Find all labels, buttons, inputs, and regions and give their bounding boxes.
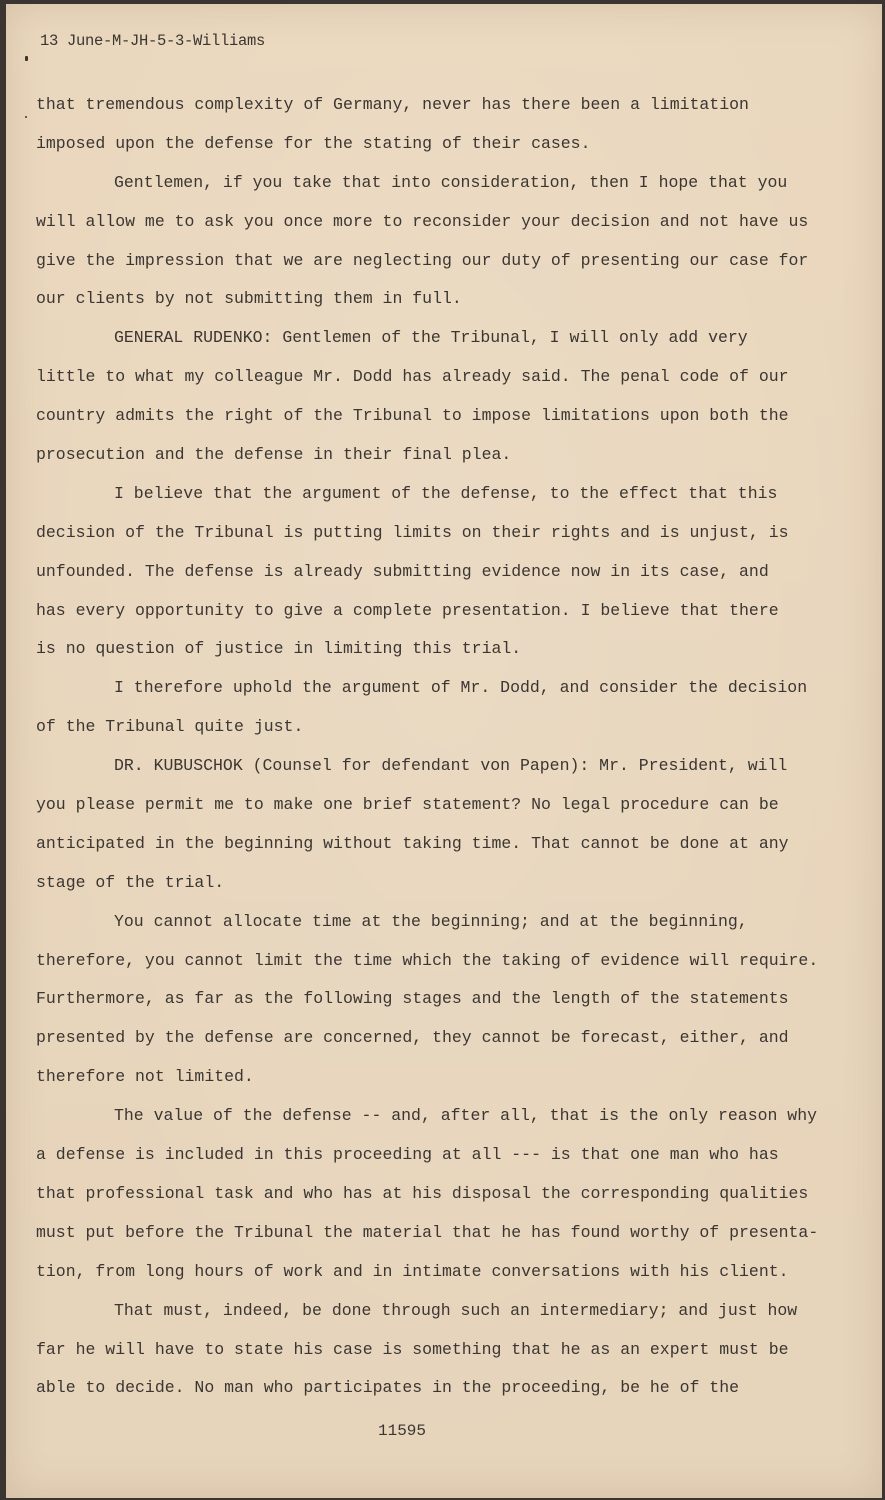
text-line: is no question of justice in limiting this trial. [36,639,522,659]
text-line: presented by the defense are concerned, they cannot be forecast, either, and [36,1028,789,1048]
document-body [36,86,819,1408]
text-line: of the Tribunal quite just. [36,717,304,737]
text-line: imposed upon the defense for the stating of their cases. [36,133,591,153]
text-line: tion, from long hours of work and in intimate conversations with his client. [36,1261,789,1281]
text-line: Furthermore, as far as the following stages and the length of the statements [36,989,789,1009]
text-line: able to decide. No man who participates in the proceeding, be he of the [36,1378,740,1398]
page-header: 13 June-M-JH-5-3-Williams [40,32,266,50]
text-line: Gentlemen, if you take that into consideration, then I hope that you [114,172,788,192]
text-line: That must, indeed, be done through such an intermediary; and just how [114,1300,798,1320]
text-line: decision of the Tribunal is putting limits on their rights and is unjust, is [36,522,789,542]
text-line: will allow me to ask you once more to reconsider your decision and not have us [36,211,809,231]
text-line: has every opportunity to give a complete presentation. I believe that there [36,600,779,620]
text-line: unfounded. The defense is already submitting evidence now in its case, and [36,561,769,581]
text-line: must put before the Tribunal the material that he has found worthy of presenta- [36,1222,819,1242]
text-line: our clients by not submitting them in full. [36,289,462,309]
text-line: give the impression that we are neglecting our duty of presenting our case for [36,250,809,270]
document-page [6,4,882,1498]
text-line: I therefore uphold the argument of Mr. Dodd, and consider the decision [114,678,808,698]
ink-mark [25,56,28,61]
text-line: little to what my colleague Mr. Dodd has already said. The penal code of our [36,367,789,387]
ink-mark [25,116,27,118]
text-line: a defense is included in this proceeding at all --- is that one man who has [36,1145,779,1165]
text-line: therefore not limited. [36,1067,254,1087]
text-line: country admits the right of the Tribunal to impose limitations upon both the [36,406,789,426]
page-number: 11595 [378,1422,427,1440]
text-line: far he will have to state his case is something that he as an expert must be [36,1339,789,1359]
text-line: you please permit me to make one brief statement? No legal procedure can be [36,795,779,815]
text-line: I believe that the argument of the defense, to the effect that this [114,483,778,503]
text-line: GENERAL RUDENKO: Gentlemen of the Tribunal, I will only add very [114,328,748,348]
text-line: You cannot allocate time at the beginning; and at the beginning, [114,911,748,931]
text-line: that professional task and who has at his disposal the corresponding qualities [36,1183,809,1203]
text-line: The value of the defense -- and, after all, that is the only reason why [114,1106,818,1126]
text-line: DR. KUBUSCHOK (Counsel for defendant von Papen): Mr. President, will [114,756,788,776]
text-line: therefore, you cannot limit the time which the taking of evidence will require. [36,950,819,970]
text-line: stage of the trial. [36,872,225,892]
text-line: that tremendous complexity of Germany, never has there been a limitation [36,95,749,114]
text-line: anticipated in the beginning without taking time. That cannot be done at any [36,833,789,853]
text-line: prosecution and the defense in their final plea. [36,445,512,465]
